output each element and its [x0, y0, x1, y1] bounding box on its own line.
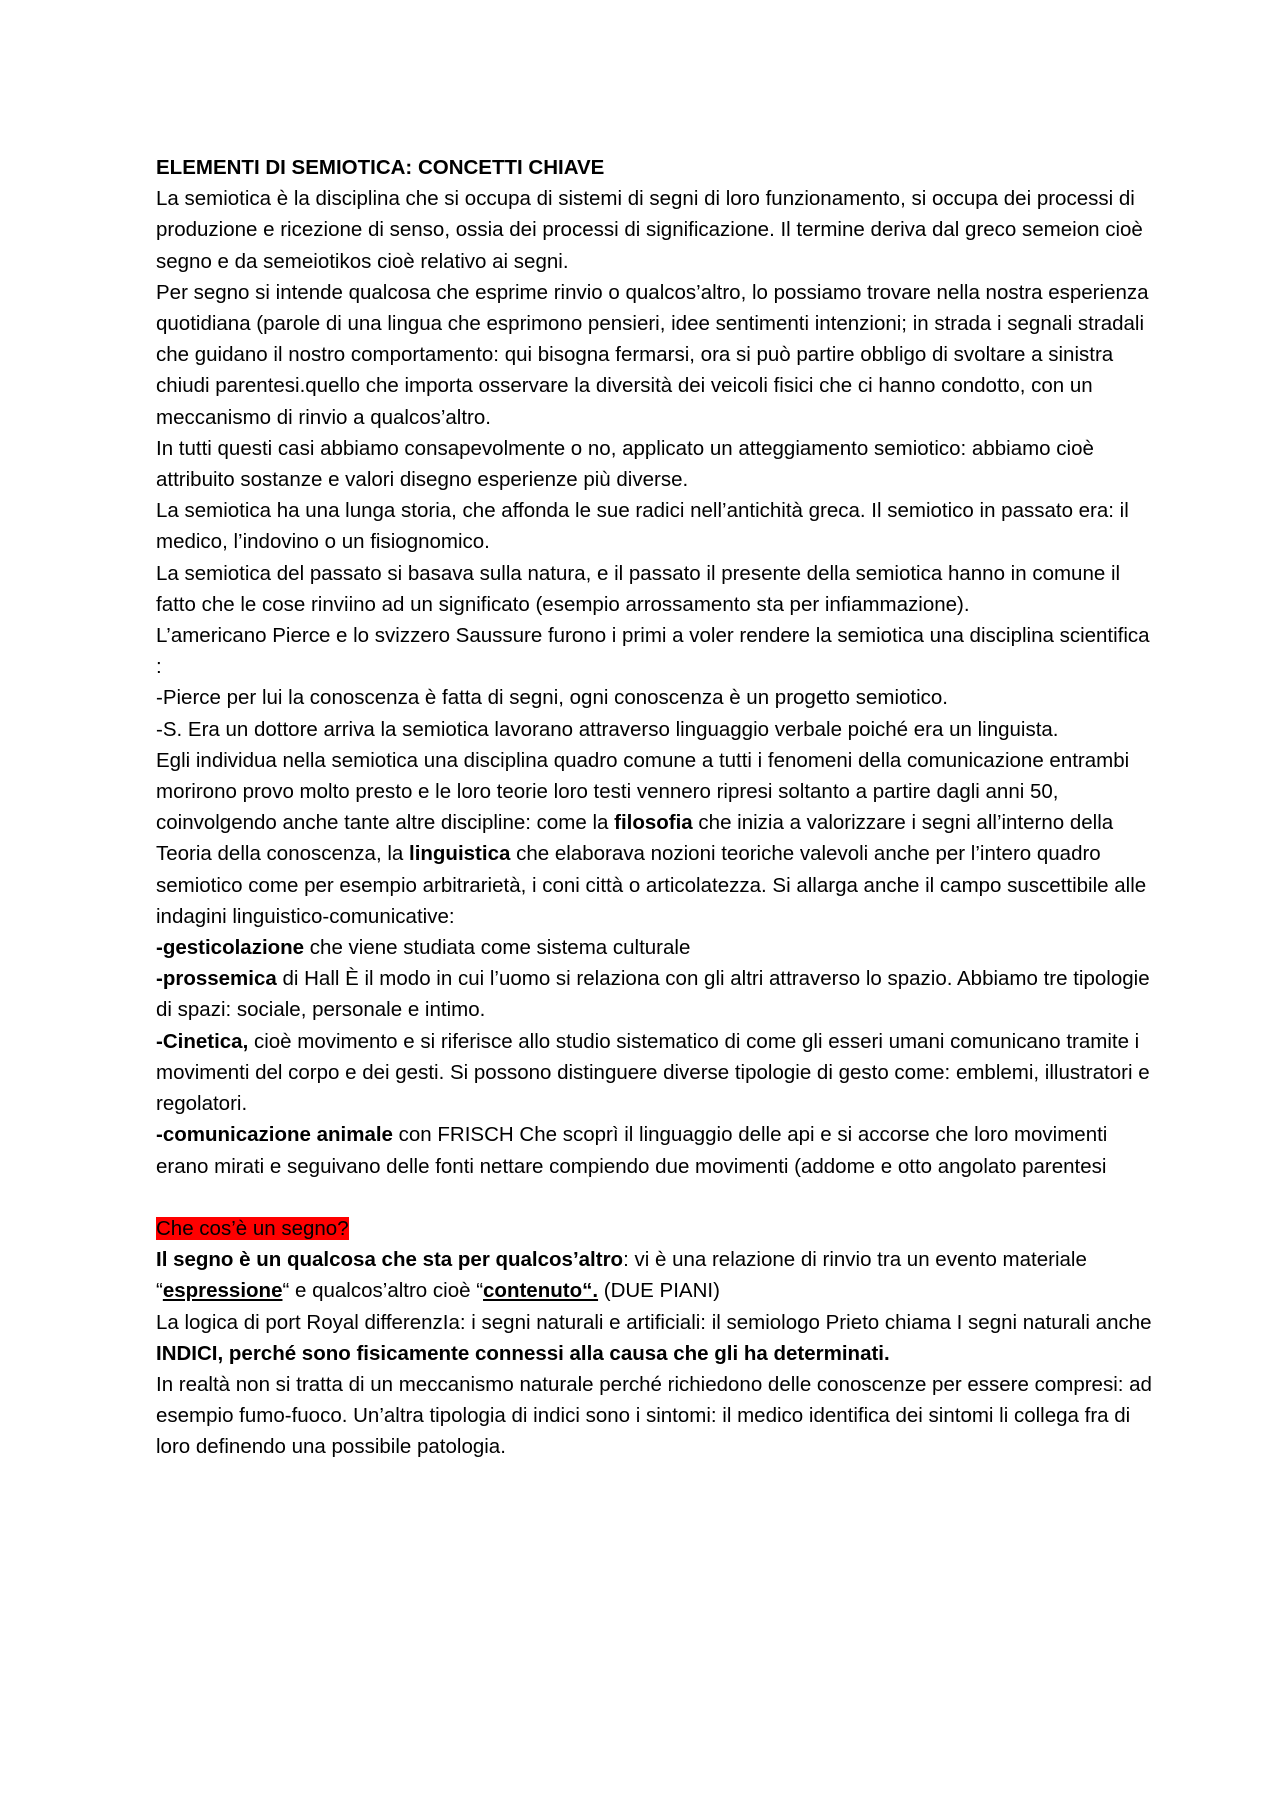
paragraph-saussure: -S. Era un dottore arriva la semiotica lavorano attraverso linguaggio verbale poiché era un linguista. [156, 717, 1059, 741]
text-run: Egli individua nella semiotica una disciplina quadro comune a tutti i fenomeni della comunicazione entrambi morirono provo molto presto e le loro teorie loro testi vennero ripresi soltanto a partire dagli anni 50, coinvolgendo anche tante altre discipline: come la [156, 748, 1130, 835]
text-run: “ e qualcos’altro cioè “ [282, 1279, 484, 1303]
term-espressione: espressione [162, 1279, 283, 1303]
spacer [156, 1182, 1156, 1213]
paragraph-pierce-saussure: L’americano Pierce e lo svizzero Saussure furono i primi a voler rendere la semiotica una disciplina scientifica : [156, 624, 1150, 679]
paragraph-symptoms: In realtà non si tratta di un meccanismo naturale perché richiedono delle conoscenze per essere compresi: ad esempio fumo-fuoco. Un’altra tipologia di indici sono i sintomi: il medico identifica dei sintomi li collega fra di loro definendo una possibile patologia. [156, 1372, 1152, 1459]
paragraph-port-royal [156, 1307, 1156, 1369]
paragraph-sign-definition [156, 1244, 1156, 1306]
list-item-cinetica [156, 1026, 1156, 1120]
paragraph-pierce: -Pierce per lui la conoscenza è fatta di segni, ogni conoscenza è un progetto semiotico. [156, 686, 948, 710]
term-linguistica: linguistica [409, 842, 511, 866]
paragraph-history: La semiotica ha una lunga storia, che affonda le sue radici nell’antichità greca. Il semiotico in passato era: il medico, l’indovino o un fisiognomico. [156, 499, 1129, 554]
text-run: : vi è una relazione di rinvio tra un evento materiale “ [156, 1248, 1087, 1303]
text-run: La logica di port Royal differenzIa: i segni naturali e artificiali: il semiologo Prieto chiama I segni naturali anche [156, 1310, 1152, 1334]
list-item-gesticolazione [156, 932, 1156, 963]
list-item-prossemica [156, 963, 1156, 1025]
section-heading [156, 1213, 1156, 1244]
paragraph-disciplines [156, 745, 1156, 932]
text-run: di Hall È il modo in cui l’uomo si relaziona con gli altri attraverso lo spazio. Abbiamo tre tipologie di spazi: sociale, personale e intimo. [156, 967, 1150, 1022]
bold-definition: Il segno è un qualcosa che sta per qualcos’altro [156, 1248, 624, 1272]
paragraph-definition: La semiotica è la disciplina che si occupa di sistemi di segni di loro funzionamento, si occupa dei processi di produzione e ricezione di senso, ossia dei processi di significazione. Il termine deriva dal greco semeion cioè segno e da semeiotikos cioè relativo ai segni. [156, 187, 1143, 273]
highlighted-heading: Che cos’è un segno? [156, 1216, 349, 1240]
term-prossemica: -prossemica [156, 967, 277, 991]
term-comunicazione-animale: -comunicazione animale [156, 1123, 393, 1147]
text-run: cioè movimento e si riferisce allo studio sistematico di come gli esseri umani comunicano tramite i movimenti del corpo e dei gesti. Si possono distinguere diverse tipologie di gesto come: emblemi, illustratori e regolatori. [156, 1029, 1150, 1116]
list-item-comunicazione-animale [156, 1119, 1156, 1181]
term-indici: INDICI, perché sono fisicamente connessi alla causa che gli ha determinati. [156, 1341, 890, 1365]
term-gesticolazione: -gesticolazione [156, 936, 305, 960]
document-title: ELEMENTI DI SEMIOTICA: CONCETTI CHIAVE [156, 156, 605, 179]
document-page [156, 152, 1156, 1463]
text-run: che viene studiata come sistema culturale [304, 936, 691, 960]
text-run: (DUE PIANI) [598, 1279, 720, 1303]
paragraph-attitude: In tutti questi casi abbiamo consapevolmente o no, applicato un atteggiamento semiotico: abbiamo cioè attribuito sostanze e valori disegno esperienze più diverse. [156, 436, 1094, 492]
paragraph-sign: Per segno si intende qualcosa che esprime rinvio o qualcos’altro, lo possiamo trovare nella nostra esperienza quotidiana (parole di una lingua che esprimono pensieri, idee sentimenti intenzioni; in strada i segnali stradali che guidano il nostro comportamento: qui bisogna fermarsi, ora si può partire obbligo di svoltare a sinistra chiudi parentesi.quello che importa osservare la diversità dei veicoli fisici che ci hanno condotto, con un meccanismo di rinvio a qualcos’altro. [156, 280, 1149, 429]
term-contenuto: contenuto“. [483, 1279, 599, 1303]
term-filosofia: filosofia [614, 811, 693, 835]
text-run: con FRISCH Che scoprì il linguaggio delle api e si accorse che loro movimenti erano mirati e seguivano delle fonti nettare compiendo due movimenti (addome e otto angolato parentesi [156, 1123, 1108, 1178]
text-run: che inizia a valorizzare i segni all’interno della Teoria della conoscenza, la [156, 811, 1114, 866]
paragraph-past: La semiotica del passato si basava sulla natura, e il passato il presente della semiotica hanno in comune il fatto che le cose rinviino ad un significato (esempio arrossamento sta per infiammazione). [156, 561, 1121, 616]
text-run: che elaborava nozioni teoriche valevoli anche per l’intero quadro semiotico come per esempio arbitrarietà, i coni città o articolatezza. Si allarga anche il campo suscettibile alle indagini linguistico-comunicative: [156, 842, 1147, 928]
term-cinetica: -Cinetica, [156, 1029, 249, 1053]
